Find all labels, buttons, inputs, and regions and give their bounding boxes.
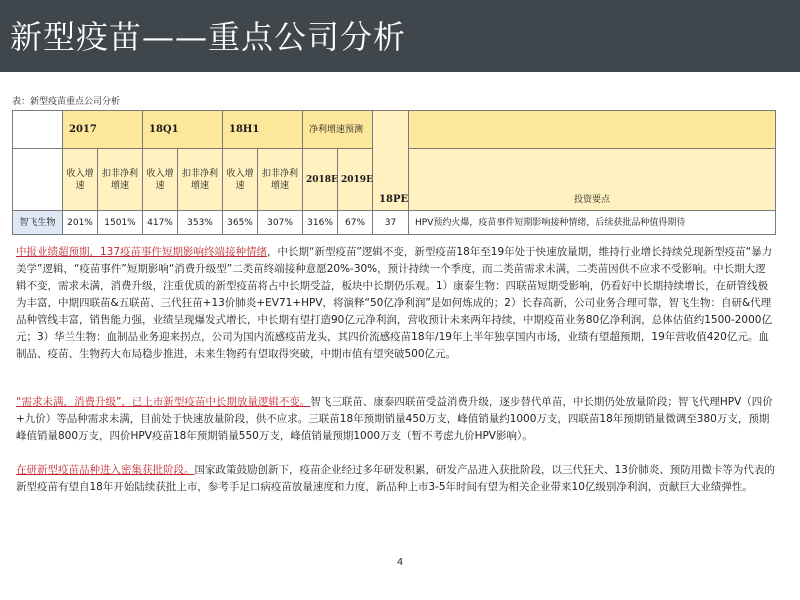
header-profit-growth: 扣非净利增速 — [178, 149, 223, 211]
company-name: 智飞生物 — [13, 211, 63, 235]
header-2019e: 2019E — [338, 149, 373, 211]
paragraph-1-highlight: 中报业绩超预期，137疫苗事件短期影响终端接种情绪 — [16, 246, 268, 258]
paragraph-2-highlight: “需求未满，消费升级”，已上市新型疫苗中长期放量逻辑不变。 — [16, 396, 311, 408]
header-pe: 18PE — [373, 111, 409, 211]
header-year-18h1: 18H1 — [223, 111, 303, 149]
header-profit-growth: 扣非净利增速 — [98, 149, 143, 211]
table-caption: 表：新型疫苗重点公司分析 — [12, 97, 121, 107]
header-profit-forecast: 净利增速预测 — [303, 111, 373, 149]
table-cell: 316% — [303, 211, 338, 235]
header-empty-cell-2 — [13, 149, 63, 211]
header-2018e: 2018E — [303, 149, 338, 211]
paragraph-2-text: 智飞三联苗、康泰四联苗受益消费升级，逐步替代单苗，中长期仍处放量阶段；智飞代理HPV（四价+九价）等品种需求未满，目前处于快速放量阶段，供不应求。三联苗18年预期销量450万支，峰值销量约1000万支，四联苗18年预期销量微调至380万支，预期峰值销量800万支，四价HPV疫苗18年预期销量550万支，峰值销量预期1000万支（暂不考虑九价HPV影响）。 — [16, 396, 773, 442]
header-year-18q1: 18Q1 — [143, 111, 223, 149]
table-cell: 353% — [178, 211, 223, 235]
header-empty-cell — [13, 111, 63, 149]
paragraph-3 — [16, 462, 776, 496]
paragraph-1-text: ，中长期“新型疫苗”逻辑不变，新型疫苗18年至19年处于快速放量期，维持行业增长持续兑现新型疫苗“暴力美学”逻辑，“疫苗事件”短期影响“消费升级型”二类苗终端接种意愿20%-30%，预计持续一个季度，而二类苗需求未满，二类苗因供不应求不受影响。中长期大逻辑不变，需求未满，消费升级，注重优质的新型疫苗将占中长期受益，板块中长期仍乐观。1）康泰生物：四联苗短期受影响，仍看好中长期持续增长，在研管线极为丰富，中期四联苗&五联苗、三代狂苗+13价肺炎+EV71+HPV，将演释“50亿净利润”是如何炼成的；2）长春高新，公司业务合理可靠，智飞生物：自研&代理品种管线丰富，销售能力强，业绩呈现爆发式增长，中长期有望打造90亿元净利润，营收预计未来两年持续，中期疫苗业务80亿净利润，总体估值约1500-2000亿元；3）华兰生物：血制品业务迎来拐点，公司为国内流感疫苗龙头，其四价流感疫苗18年/19年上半年独享国内市场，业绩有望超预期，19年营收值420亿元。血制品、疫苗、生物药大布局稳步推进，未来生物药有望取得突破，中期市值有望突破500亿元。 — [16, 246, 773, 360]
investment-note: HPV预约火爆，疫苗事件短期影响接种情绪，后续获批品种值得期待 — [409, 211, 776, 235]
table-cell: 67% — [338, 211, 373, 235]
header-empty-wide — [409, 111, 776, 149]
table-cell: 417% — [143, 211, 178, 235]
header-year-2017: 2017 — [63, 111, 143, 149]
table-row — [13, 211, 776, 235]
title-bar — [0, 0, 800, 72]
table-cell: 307% — [258, 211, 303, 235]
header-revenue-growth: 收入增速 — [143, 149, 178, 211]
company-analysis-table — [12, 110, 776, 235]
header-investment-points: 投资要点 — [409, 149, 776, 211]
table-cell: 201% — [63, 211, 98, 235]
header-profit-growth: 扣非净利增速 — [258, 149, 303, 211]
table-cell: 37 — [373, 211, 409, 235]
paragraph-3-highlight: 在研新型疫苗品种进入密集获批阶段。 — [16, 464, 195, 476]
table-cell: 1501% — [98, 211, 143, 235]
table-header-row-years — [13, 111, 776, 149]
paragraph-3-text: 国家政策鼓励创新下，疫苗企业经过多年研发积累，研发产品进入获批阶段，以三代狂犬、13价肺炎、预防用微卡等为代表的新型疫苗有望自18年开始陆续获批上市，参考手足口病疫苗放量速度和力度，新品种上市3-5年时间有望为相关企业带来10亿级别净利润，贡献巨大业绩弹性。 — [16, 464, 775, 493]
paragraph-2 — [16, 394, 776, 445]
header-revenue-growth: 收入增速 — [223, 149, 258, 211]
header-revenue-growth: 收入增速 — [63, 149, 98, 211]
paragraph-1 — [16, 244, 776, 363]
page-number: 4 — [396, 557, 404, 568]
table-cell: 365% — [223, 211, 258, 235]
page-title: 新型疫苗——重点公司分析 — [10, 18, 407, 56]
